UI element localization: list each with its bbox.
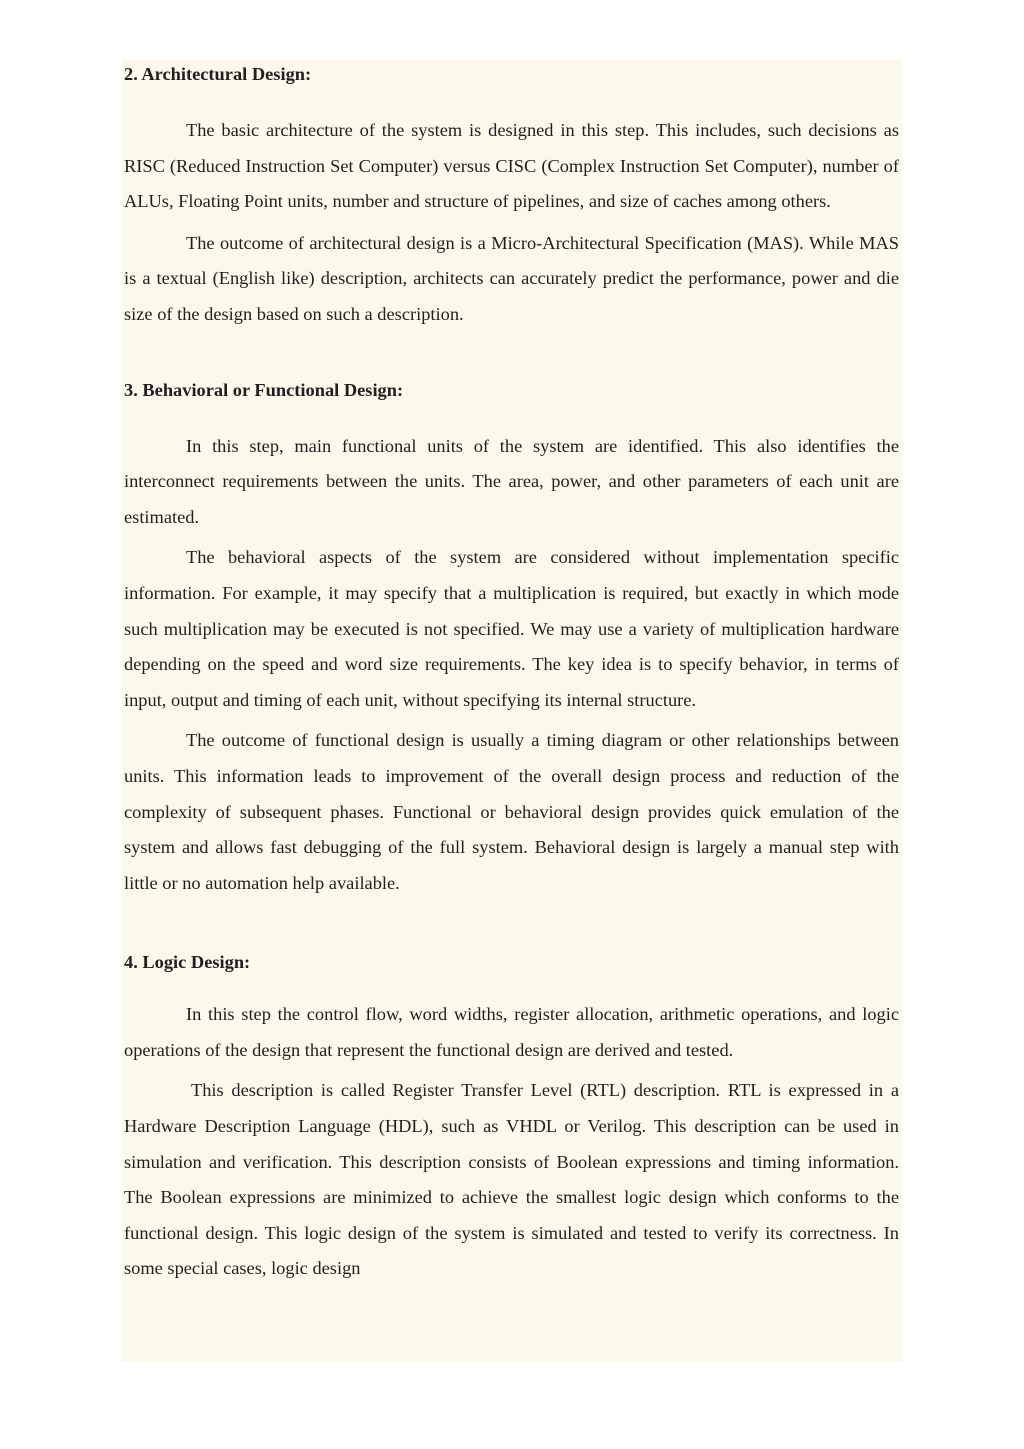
section-heading: 4. Logic Design: <box>124 952 251 973</box>
section-logic-design <box>124 948 899 1287</box>
paragraph: This description is called Register Transfer Level (RTL) description. RTL is expressed in a Hardware Description Language (HDL), such as VHDL or Verilog. This description can be used in simulation and verification. This description consists of Boolean expressions and timing information. The Boolean expressions are minimized to achieve the smallest logic design which conforms to the functional design. This logic design of the system is simulated and tested to verify its correctness. In some special cases, logic design <box>124 1080 899 1279</box>
section-heading: 3. Behavioral or Functional Design: <box>124 379 404 400</box>
paragraph: In this step, main functional units of the system are identified. This also identifies the interconnect requirements between the units. The area, power, and other parameters of each unit are estimated. <box>124 435 899 527</box>
document-body <box>124 60 899 1287</box>
paragraph: In this step the control flow, word widths, register allocation, arithmetic operations, and logic operations of the design that represent the functional design are derived and tested. <box>124 1004 899 1060</box>
section-heading: 2. Architectural Design: <box>124 64 312 84</box>
section-architectural-design <box>124 60 899 333</box>
paragraph: The basic architecture of the system is designed in this step. This includes, such decisions as RISC (Reduced Instruction Set Computer) versus CISC (Complex Instruction Set Computer), number of ALUs, Floating Point units, number and structure of pipelines, and size of caches among others. <box>124 120 899 212</box>
section-behavioral-design <box>124 376 899 902</box>
paragraph: The behavioral aspects of the system are considered without implementation specific information. For example, it may specify that a multiplication is required, but exactly in which mode such multiplication may be executed is not specified. We may use a variety of multiplication hardware depending on the speed and word size requirements. The key idea is to specify behavior, in terms of input, output and timing of each unit, without specifying its internal structure. <box>124 547 899 710</box>
paragraph: The outcome of architectural design is a Micro-Architectural Specification (MAS). While MAS is a textual (English like) description, architects can accurately predict the performance, power and die size of the design based on such a description. <box>124 232 899 324</box>
paragraph: The outcome of functional design is usually a timing diagram or other relationships between units. This information leads to improvement of the overall design process and reduction of the complexity of subsequent phases. Functional or behavioral design provides quick emulation of the system and allows fast debugging of the full system. Behavioral design is largely a manual step with little or no automation help available. <box>124 730 899 893</box>
